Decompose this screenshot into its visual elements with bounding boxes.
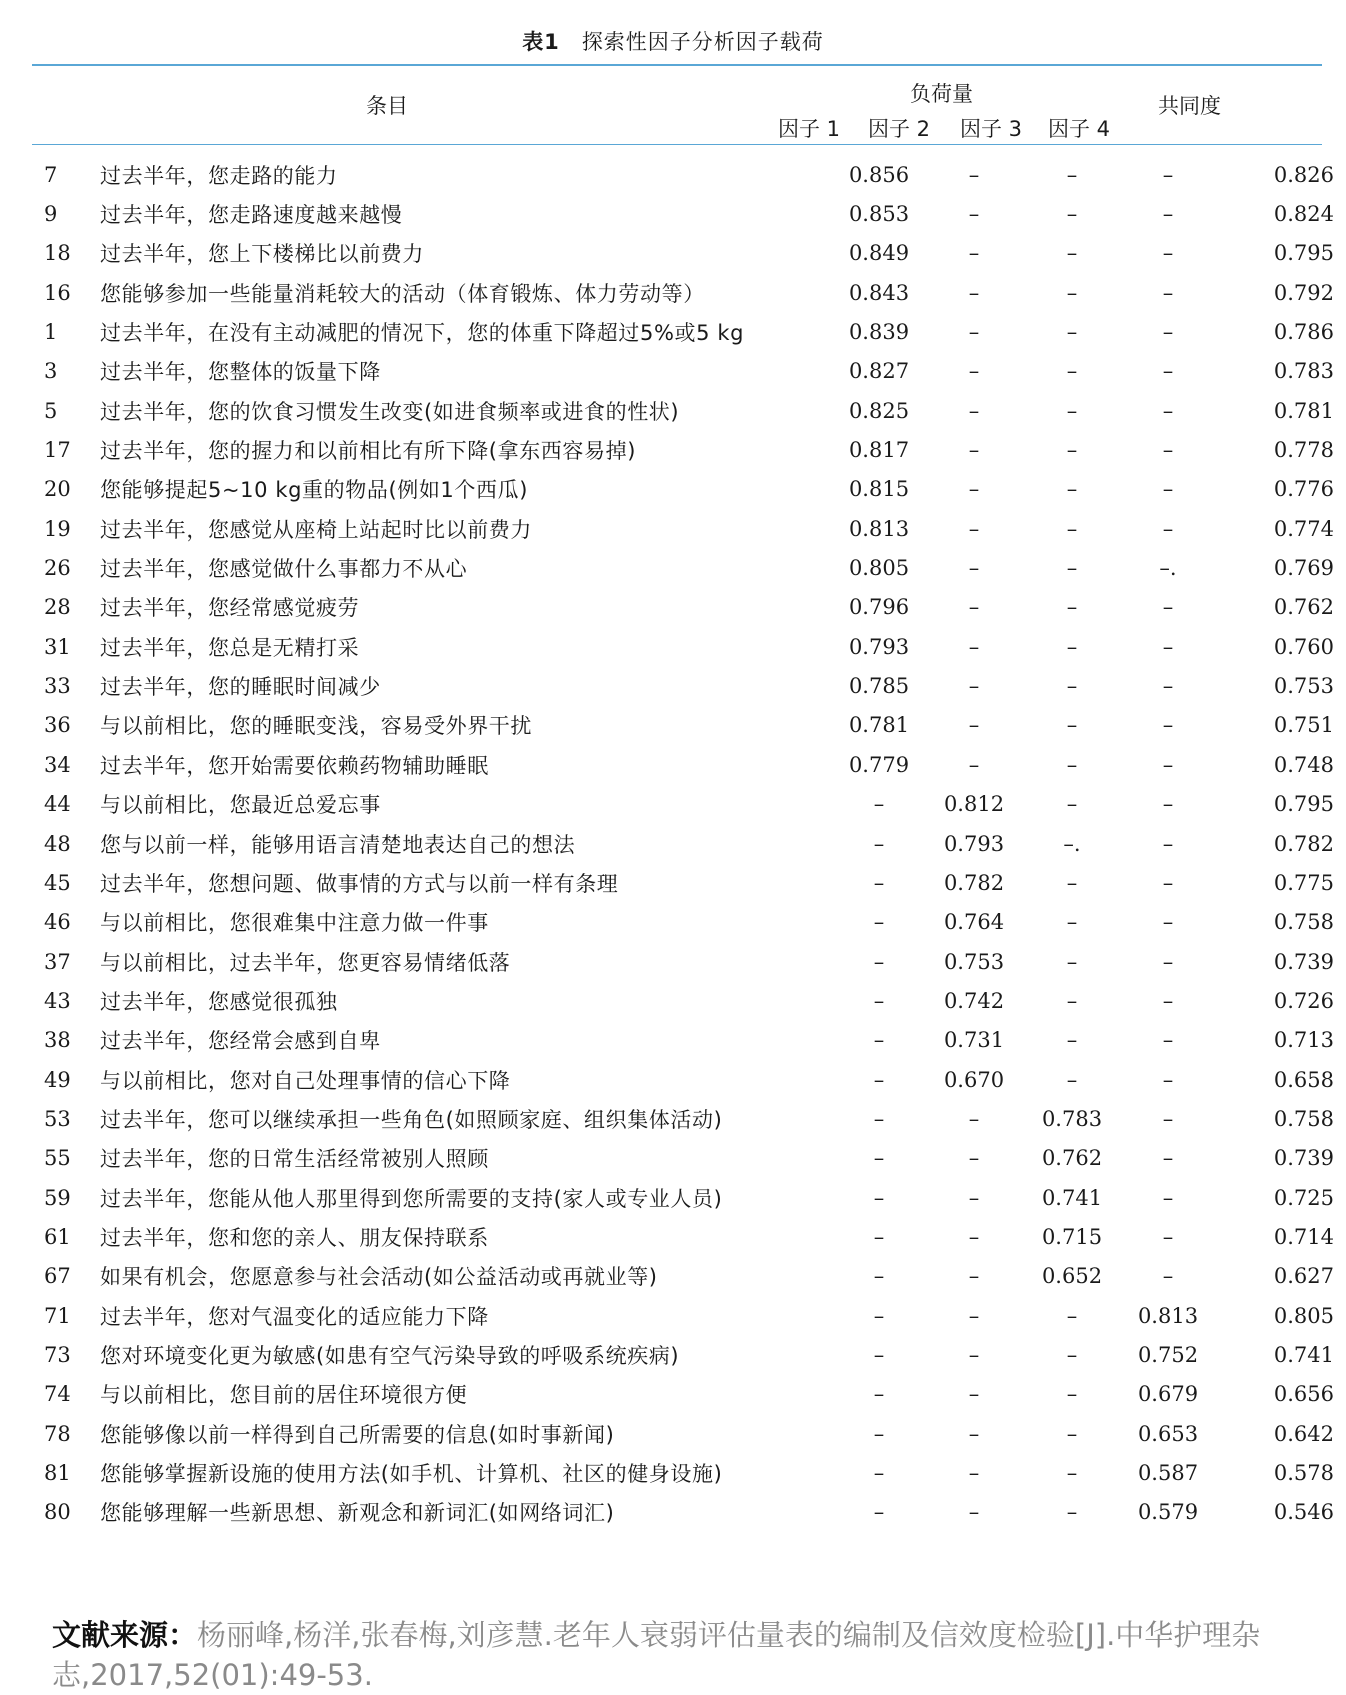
item-text: 过去半年，您经常会感到自卑 <box>100 1029 381 1054</box>
factor-1-loading: – <box>873 1185 885 1210</box>
loadings-table <box>32 155 1346 1532</box>
factor-3-loading: – <box>1066 477 1078 502</box>
communality-value: 0.792 <box>1273 280 1334 305</box>
item-text: 与以前相比，您最近总爱忘事 <box>100 793 381 818</box>
table-row <box>32 234 1346 273</box>
table-row <box>32 863 1346 902</box>
factor-2-loading: – <box>968 595 980 620</box>
communality-value: 0.758 <box>1273 1106 1334 1131</box>
factor-2-loading: – <box>968 280 980 305</box>
factor-3-loading: – <box>1066 162 1078 187</box>
item-text: 过去半年，您和您的亲人、朋友保持联系 <box>100 1225 489 1250</box>
header-factor-3: 因子 3 <box>960 117 1023 141</box>
factor-2-loading: – <box>968 1421 980 1446</box>
factor-3-loading: 0.762 <box>1041 1146 1103 1171</box>
top-rule <box>32 64 1322 66</box>
factor-4-loading: – <box>1162 595 1174 620</box>
item-text: 过去半年，您上下楼梯比以前费力 <box>100 242 424 267</box>
factor-2-loading: 0.670 <box>943 1067 1005 1092</box>
item-number: 19 <box>44 516 71 541</box>
factor-3-loading: – <box>1066 1303 1078 1328</box>
header-factor-2: 因子 2 <box>868 117 931 141</box>
factor-4-loading: – <box>1162 1028 1174 1053</box>
factor-4-loading: – <box>1162 674 1174 699</box>
factor-3-loading: – <box>1066 988 1078 1013</box>
factor-4-loading: – <box>1162 792 1174 817</box>
factor-4-loading: – <box>1162 752 1174 777</box>
table-row <box>32 430 1346 469</box>
item-number: 59 <box>44 1185 71 1210</box>
factor-2-loading: – <box>968 477 980 502</box>
item-text: 您能够像以前一样得到自己所需要的信息(如时事新闻) <box>100 1422 615 1447</box>
table-row <box>32 194 1346 233</box>
factor-4-loading: 0.752 <box>1137 1342 1199 1367</box>
factor-1-loading: 0.779 <box>848 752 910 777</box>
factor-4-loading: – <box>1162 634 1174 659</box>
factor-2-loading: 0.793 <box>943 831 1005 856</box>
item-text: 如果有机会，您愿意参与社会活动(如公益活动或再就业等) <box>100 1265 658 1290</box>
factor-4-loading: – <box>1162 988 1174 1013</box>
factor-3-loading: – <box>1066 792 1078 817</box>
factor-2-loading: – <box>968 1303 980 1328</box>
factor-2-loading: – <box>968 1382 980 1407</box>
item-text: 过去半年，您的饮食习惯发生改变(如进食频率或进食的性状) <box>100 399 680 424</box>
item-text: 过去半年，您整体的饭量下降 <box>100 360 381 385</box>
table-row <box>32 824 1346 863</box>
table-row <box>32 1335 1346 1374</box>
table-row <box>32 1178 1346 1217</box>
table-row <box>32 1453 1346 1492</box>
factor-3-loading: – <box>1066 320 1078 345</box>
item-number: 74 <box>44 1382 71 1407</box>
factor-3-loading: – <box>1066 1382 1078 1407</box>
factor-2-loading: – <box>968 1461 980 1486</box>
factor-4-loading: – <box>1162 1185 1174 1210</box>
table-row <box>32 1414 1346 1453</box>
factor-4-loading: – <box>1162 910 1174 935</box>
factor-2-loading: – <box>968 1500 980 1525</box>
table-row <box>32 509 1346 548</box>
factor-2-loading: – <box>968 713 980 738</box>
item-number: 73 <box>44 1342 71 1367</box>
item-number: 71 <box>44 1303 71 1328</box>
item-text: 您对环境变化更为敏感(如患有空气污染导致的呼吸系统疾病) <box>100 1343 680 1368</box>
item-number: 5 <box>44 398 58 423</box>
table-row <box>32 1099 1346 1138</box>
factor-4-loading: – <box>1162 1224 1174 1249</box>
factor-1-loading: 0.796 <box>848 595 910 620</box>
communality-value: 0.751 <box>1273 713 1334 738</box>
factor-4-loading: – <box>1162 831 1174 856</box>
factor-4-loading: – <box>1162 713 1174 738</box>
item-number: 80 <box>44 1500 71 1525</box>
communality-value: 0.778 <box>1273 438 1334 463</box>
factor-1-loading: – <box>873 1028 885 1053</box>
item-number: 28 <box>44 595 71 620</box>
item-text: 过去半年，您的睡眠时间减少 <box>100 675 381 700</box>
item-text: 您能够参加一些能量消耗较大的活动（体育锻炼、体力劳动等） <box>100 281 705 306</box>
item-text: 过去半年，您可以继续承担一些角色(如照顾家庭、组织集体活动) <box>100 1107 723 1132</box>
table-row <box>32 745 1346 784</box>
table-row <box>32 1060 1346 1099</box>
factor-4-loading: – <box>1162 477 1174 502</box>
factor-1-loading: – <box>873 831 885 856</box>
item-text: 您与以前一样，能够用语言清楚地表达自己的想法 <box>100 832 576 857</box>
factor-1-loading: 0.825 <box>848 398 910 423</box>
communality-value: 0.713 <box>1273 1028 1334 1053</box>
factor-1-loading: 0.817 <box>848 438 910 463</box>
communality-value: 0.762 <box>1273 595 1334 620</box>
factor-4-loading: – <box>1162 1146 1174 1171</box>
table-row <box>32 312 1346 351</box>
factor-4-loading: – <box>1162 438 1174 463</box>
factor-2-loading: – <box>968 241 980 266</box>
item-text: 过去半年，您感觉很孤独 <box>100 989 338 1014</box>
factor-3-loading: – <box>1066 752 1078 777</box>
factor-3-loading: – <box>1066 595 1078 620</box>
factor-3-loading: – <box>1066 910 1078 935</box>
table-row <box>32 627 1346 666</box>
factor-4-loading: 0.813 <box>1137 1303 1199 1328</box>
factor-1-loading: 0.805 <box>848 556 910 581</box>
factor-4-loading: – <box>1162 398 1174 423</box>
factor-1-loading: – <box>873 792 885 817</box>
communality-value: 0.658 <box>1273 1067 1334 1092</box>
communality-value: 0.656 <box>1273 1382 1334 1407</box>
factor-1-loading: – <box>873 1500 885 1525</box>
item-text: 过去半年，您感觉做什么事都力不从心 <box>100 557 468 582</box>
factor-4-loading: 0.579 <box>1137 1500 1199 1525</box>
factor-4-loading: – <box>1162 359 1174 384</box>
header-loading: 负荷量 <box>910 82 973 106</box>
table-row <box>32 785 1346 824</box>
factor-2-loading: – <box>968 438 980 463</box>
item-number: 45 <box>44 870 71 895</box>
factor-2-loading: – <box>968 1106 980 1131</box>
factor-1-loading: – <box>873 1106 885 1131</box>
communality-value: 0.546 <box>1273 1500 1334 1525</box>
item-number: 16 <box>44 280 71 305</box>
item-number: 20 <box>44 477 71 502</box>
communality-value: 0.726 <box>1273 988 1334 1013</box>
factor-1-loading: – <box>873 910 885 935</box>
communality-value: 0.795 <box>1273 241 1334 266</box>
communality-value: 0.776 <box>1273 477 1334 502</box>
table-row <box>32 588 1346 627</box>
item-number: 31 <box>44 634 71 659</box>
table-row <box>32 1021 1346 1060</box>
factor-3-loading: – <box>1066 241 1078 266</box>
factor-2-loading: – <box>968 674 980 699</box>
factor-4-loading: – <box>1162 1067 1174 1092</box>
table-row <box>32 1375 1346 1414</box>
factor-1-loading: – <box>873 1264 885 1289</box>
factor-3-loading: – <box>1066 1421 1078 1446</box>
item-text: 过去半年，您对气温变化的适应能力下降 <box>100 1304 489 1329</box>
factor-3-loading: – <box>1066 1342 1078 1367</box>
factor-2-loading: 0.742 <box>943 988 1005 1013</box>
factor-2-loading: – <box>968 634 980 659</box>
communality-value: 0.760 <box>1273 634 1334 659</box>
item-text: 过去半年，您经常感觉疲劳 <box>100 596 360 621</box>
header-factor-1: 因子 1 <box>778 117 841 141</box>
item-number: 9 <box>44 202 58 227</box>
communality-value: 0.783 <box>1273 359 1334 384</box>
communality-value: 0.739 <box>1273 949 1334 974</box>
factor-4-loading: – <box>1162 162 1174 187</box>
table-title: 探索性因子分析因子载荷 <box>581 30 824 54</box>
item-number: 78 <box>44 1421 71 1446</box>
communality-value: 0.824 <box>1273 202 1334 227</box>
item-text: 与以前相比，您目前的居住环境很方便 <box>100 1383 468 1408</box>
factor-1-loading: 0.813 <box>848 516 910 541</box>
communality-value: 0.714 <box>1273 1224 1334 1249</box>
factor-1-loading: – <box>873 949 885 974</box>
table-row <box>32 470 1346 509</box>
header-item: 条目 <box>366 94 408 118</box>
item-text: 过去半年，您的握力和以前相比有所下降(拿东西容易掉) <box>100 439 636 464</box>
item-number: 46 <box>44 910 71 935</box>
header-communality: 共同度 <box>1158 94 1221 118</box>
source-citation <box>52 1615 1322 1695</box>
factor-4-loading: – <box>1162 1106 1174 1131</box>
factor-1-loading: – <box>873 1067 885 1092</box>
item-number: 43 <box>44 988 71 1013</box>
factor-2-loading: – <box>968 1264 980 1289</box>
item-text: 过去半年，您总是无精打采 <box>100 635 360 660</box>
communality-value: 0.786 <box>1273 320 1334 345</box>
factor-3-loading: 0.783 <box>1041 1106 1103 1131</box>
factor-1-loading: – <box>873 1303 885 1328</box>
factor-4-loading: – <box>1162 516 1174 541</box>
communality-value: 0.758 <box>1273 910 1334 935</box>
factor-4-loading: – <box>1162 202 1174 227</box>
factor-3-loading: – <box>1066 1067 1078 1092</box>
communality-value: 0.781 <box>1273 398 1334 423</box>
factor-3-loading: – <box>1066 516 1078 541</box>
factor-1-loading: 0.839 <box>848 320 910 345</box>
factor-4-loading: – <box>1162 241 1174 266</box>
item-number: 48 <box>44 831 71 856</box>
table-row <box>32 273 1346 312</box>
factor-1-loading: 0.781 <box>848 713 910 738</box>
table-row <box>32 391 1346 430</box>
item-text: 您能够掌握新设施的使用方法(如手机、计算机、社区的健身设施) <box>100 1462 723 1487</box>
item-text: 您能够理解一些新思想、新观念和新词汇(如网络词汇) <box>100 1501 615 1526</box>
table-row <box>32 706 1346 745</box>
factor-2-loading: 0.812 <box>943 792 1005 817</box>
item-text: 与以前相比，您很难集中注意力做一件事 <box>100 911 489 936</box>
factor-3-loading: 0.652 <box>1041 1264 1103 1289</box>
item-number: 33 <box>44 674 71 699</box>
communality-value: 0.805 <box>1273 1303 1334 1328</box>
communality-value: 0.642 <box>1273 1421 1334 1446</box>
factor-3-loading: – <box>1066 556 1078 581</box>
factor-3-loading: – <box>1066 870 1078 895</box>
factor-2-loading: – <box>968 516 980 541</box>
factor-2-loading: – <box>968 752 980 777</box>
factor-2-loading: – <box>968 1185 980 1210</box>
factor-4-loading: – <box>1162 949 1174 974</box>
factor-2-loading: 0.753 <box>943 949 1005 974</box>
item-text: 过去半年，您能从他人那里得到您所需要的支持(家人或专业人员) <box>100 1186 723 1211</box>
item-text: 您能够提起5~10 kg重的物品(例如1个西瓜) <box>100 478 528 503</box>
item-number: 38 <box>44 1028 71 1053</box>
factor-1-loading: – <box>873 1342 885 1367</box>
item-text: 过去半年，您想问题、做事情的方式与以前一样有条理 <box>100 871 619 896</box>
factor-3-loading: – <box>1066 1461 1078 1486</box>
factor-1-loading: – <box>873 1461 885 1486</box>
factor-1-loading: – <box>873 1146 885 1171</box>
item-number: 37 <box>44 949 71 974</box>
item-number: 1 <box>44 320 58 345</box>
factor-4-loading: 0.679 <box>1137 1382 1199 1407</box>
item-text: 过去半年，您开始需要依赖药物辅助睡眠 <box>100 753 489 778</box>
item-number: 49 <box>44 1067 71 1092</box>
communality-value: 0.753 <box>1273 674 1334 699</box>
communality-value: 0.627 <box>1273 1264 1334 1289</box>
item-text: 过去半年，您走路的能力 <box>100 163 338 188</box>
table-row <box>32 1493 1346 1532</box>
table-row <box>32 1257 1346 1296</box>
factor-2-loading: – <box>968 398 980 423</box>
communality-value: 0.739 <box>1273 1146 1334 1171</box>
factor-2-loading: – <box>968 1342 980 1367</box>
factor-1-loading: 0.793 <box>848 634 910 659</box>
factor-4-loading: – <box>1162 1264 1174 1289</box>
factor-1-loading: 0.785 <box>848 674 910 699</box>
item-text: 与以前相比，过去半年，您更容易情绪低落 <box>100 950 511 975</box>
item-number: 55 <box>44 1146 71 1171</box>
table-row <box>32 352 1346 391</box>
factor-1-loading: – <box>873 870 885 895</box>
table-caption <box>0 26 1346 56</box>
item-number: 61 <box>44 1224 71 1249</box>
table-row <box>32 981 1346 1020</box>
factor-3-loading: – <box>1066 713 1078 738</box>
factor-4-loading: – <box>1162 280 1174 305</box>
factor-1-loading: 0.843 <box>848 280 910 305</box>
item-number: 67 <box>44 1264 71 1289</box>
item-number: 44 <box>44 792 71 817</box>
factor-3-loading: – <box>1066 398 1078 423</box>
factor-4-loading: –. <box>1159 556 1177 581</box>
communality-value: 0.795 <box>1273 792 1334 817</box>
table-row <box>32 548 1346 587</box>
table-row <box>32 942 1346 981</box>
factor-2-loading: – <box>968 556 980 581</box>
factor-1-loading: – <box>873 1382 885 1407</box>
item-number: 36 <box>44 713 71 738</box>
item-number: 34 <box>44 752 71 777</box>
factor-4-loading: – <box>1162 320 1174 345</box>
factor-2-loading: 0.731 <box>943 1028 1005 1053</box>
item-number: 18 <box>44 241 71 266</box>
item-text: 过去半年，您的日常生活经常被别人照顾 <box>100 1147 489 1172</box>
item-text: 过去半年，您感觉从座椅上站起时比以前费力 <box>100 517 532 542</box>
factor-3-loading: – <box>1066 280 1078 305</box>
communality-value: 0.826 <box>1273 162 1334 187</box>
factor-3-loading: – <box>1066 202 1078 227</box>
item-text: 过去半年，在没有主动减肥的情况下，您的体重下降超过5%或5 kg <box>100 321 745 346</box>
item-number: 81 <box>44 1461 71 1486</box>
item-number: 3 <box>44 359 58 384</box>
factor-3-loading: 0.715 <box>1041 1224 1103 1249</box>
factor-1-loading: 0.815 <box>848 477 910 502</box>
factor-4-loading: 0.653 <box>1137 1421 1199 1446</box>
factor-3-loading: – <box>1066 359 1078 384</box>
table-row <box>32 155 1346 194</box>
communality-value: 0.741 <box>1273 1342 1334 1367</box>
factor-2-loading: – <box>968 359 980 384</box>
factor-1-loading: – <box>873 1224 885 1249</box>
header-factor-4: 因子 4 <box>1048 117 1111 141</box>
factor-2-loading: – <box>968 1146 980 1171</box>
item-number: 7 <box>44 162 58 187</box>
table-row <box>32 666 1346 705</box>
header-rule <box>32 144 1322 145</box>
item-text: 与以前相比，您的睡眠变浅，容易受外界干扰 <box>100 714 532 739</box>
factor-2-loading: – <box>968 320 980 345</box>
factor-3-loading: – <box>1066 1500 1078 1525</box>
communality-value: 0.775 <box>1273 870 1334 895</box>
factor-1-loading: 0.853 <box>848 202 910 227</box>
factor-3-loading: – <box>1066 1028 1078 1053</box>
factor-1-loading: 0.849 <box>848 241 910 266</box>
table-row <box>32 1296 1346 1335</box>
factor-1-loading: – <box>873 988 885 1013</box>
factor-3-loading: 0.741 <box>1041 1185 1103 1210</box>
communality-value: 0.774 <box>1273 516 1334 541</box>
factor-2-loading: – <box>968 162 980 187</box>
communality-value: 0.725 <box>1273 1185 1334 1210</box>
factor-3-loading: – <box>1066 949 1078 974</box>
communality-value: 0.769 <box>1273 556 1334 581</box>
communality-value: 0.782 <box>1273 831 1334 856</box>
item-text: 过去半年，您走路速度越来越慢 <box>100 203 403 228</box>
table-row <box>32 1139 1346 1178</box>
factor-2-loading: 0.782 <box>943 870 1005 895</box>
factor-3-loading: – <box>1066 674 1078 699</box>
factor-4-loading: 0.587 <box>1137 1461 1199 1486</box>
communality-value: 0.748 <box>1273 752 1334 777</box>
factor-2-loading: – <box>968 202 980 227</box>
table-row <box>32 1217 1346 1256</box>
factor-4-loading: – <box>1162 870 1174 895</box>
factor-1-loading: 0.856 <box>848 162 910 187</box>
source-text: 杨丽峰,杨洋,张春梅,刘彦慧.老年人衰弱评估量表的编制及信效度检验[J].中华护理杂志,2017,52(01):49-53. <box>52 1618 1261 1692</box>
source-label: 文献来源： <box>52 1618 198 1652</box>
factor-3-loading: – <box>1066 634 1078 659</box>
table-number: 表1 <box>522 30 560 54</box>
factor-3-loading: –. <box>1063 831 1081 856</box>
factor-1-loading: – <box>873 1421 885 1446</box>
factor-2-loading: 0.764 <box>943 910 1005 935</box>
item-number: 17 <box>44 438 71 463</box>
item-number: 53 <box>44 1106 71 1131</box>
item-text: 与以前相比，您对自己处理事情的信心下降 <box>100 1068 511 1093</box>
table-row <box>32 903 1346 942</box>
item-number: 26 <box>44 556 71 581</box>
factor-2-loading: – <box>968 1224 980 1249</box>
communality-value: 0.578 <box>1273 1461 1334 1486</box>
factor-3-loading: – <box>1066 438 1078 463</box>
factor-1-loading: 0.827 <box>848 359 910 384</box>
